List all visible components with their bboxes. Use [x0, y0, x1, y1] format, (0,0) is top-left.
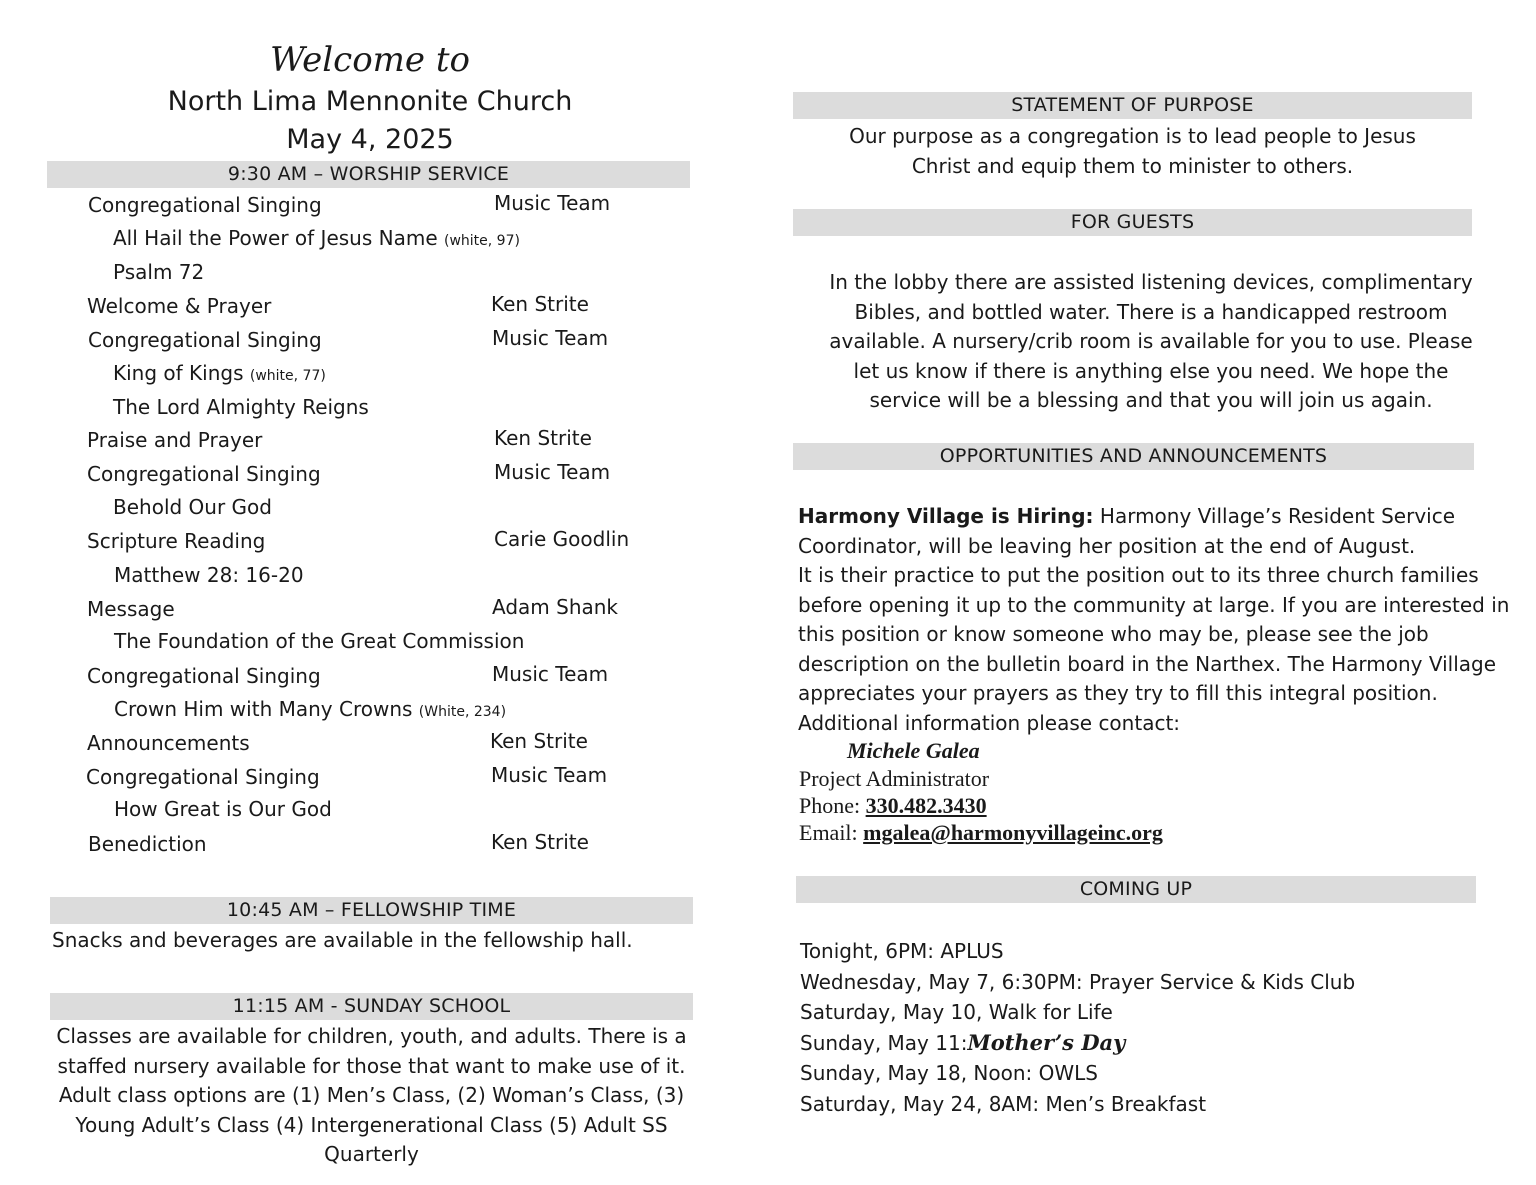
hymnal-reference: (white, 97)	[444, 233, 520, 249]
sermon-title: The Foundation of the Great Commission	[114, 629, 525, 653]
purpose-heading-band	[793, 92, 1472, 119]
event-script-text: Mother’s Day	[967, 1029, 1126, 1055]
contact-email-line	[799, 820, 1163, 846]
church-name: North Lima Mennonite Church	[167, 86, 573, 117]
text-fragment: Harmony Village’s Resident Service	[1093, 504, 1456, 528]
song-title	[113, 361, 326, 385]
worship-item-label: Praise and Prayer	[87, 428, 263, 452]
worship-item-label: Message	[87, 597, 175, 621]
text-line: Classes are available for children, youth, and adults. There is a	[56, 1024, 687, 1048]
guests-text	[800, 268, 1502, 416]
phone-link[interactable]: 330.482.3430	[865, 793, 987, 818]
worship-item-label: Benediction	[88, 832, 207, 856]
sunday-school-text	[50, 1022, 693, 1170]
phone-label: Phone:	[799, 793, 866, 818]
hymnal-reference: (White, 234)	[418, 704, 507, 720]
worship-heading-band	[47, 161, 690, 188]
contact-phone-line	[799, 793, 987, 819]
worship-item-leader: Ken Strite	[490, 729, 588, 753]
coming-up-heading: COMING UP	[1079, 878, 1193, 900]
worship-heading: 9:30 AM – WORSHIP SERVICE	[227, 163, 510, 185]
text-line: Quarterly	[324, 1142, 419, 1166]
text-line: description on the bulletin board in the Narthex. The Harmony Village	[798, 651, 1497, 676]
song-title-text: Crown Him with Many Crowns	[114, 697, 413, 721]
fellowship-heading-band	[50, 897, 693, 924]
text-line: In the lobby there are assisted listening devices, complimentary	[829, 270, 1473, 294]
text-line: Young Adult’s Class (4) Intergenerational Class (5) Adult SS	[75, 1112, 668, 1137]
scripture-reference: Matthew 28: 16-20	[114, 563, 304, 587]
announcement-title: Harmony Village is Hiring:	[798, 504, 1094, 528]
worship-item-leader: Music Team	[491, 763, 608, 787]
worship-item-leader: Music Team	[492, 662, 609, 686]
purpose-heading: STATEMENT OF PURPOSE	[1011, 94, 1254, 116]
worship-item-label: Congregational Singing	[87, 664, 321, 688]
text-line: It is their practice to put the position out to its three church families	[798, 563, 1479, 587]
worship-item-label: Welcome & Prayer	[87, 294, 272, 318]
fellowship-heading: 10:45 AM – FELLOWSHIP TIME	[226, 899, 517, 921]
opportunities-heading-band	[793, 443, 1474, 470]
song-title	[113, 226, 520, 250]
text-line: staffed nursery available for those that want to make use of it.	[57, 1053, 686, 1078]
text-line: this position or know someone who may be, please see the job	[798, 622, 1429, 646]
text-line: available. A nursery/crib room is available for you to use. Please	[829, 329, 1473, 353]
event-item: Tonight, 6PM: APLUS	[800, 939, 1004, 963]
worship-item-leader: Adam Shank	[492, 595, 619, 619]
purpose-text	[793, 122, 1472, 181]
text-line	[798, 502, 1518, 532]
sunday-school-heading: 11:15 AM - SUNDAY SCHOOL	[232, 995, 511, 1017]
worship-item-leader: Ken Strite	[491, 830, 589, 854]
worship-item-leader: Carie Goodlin	[494, 527, 630, 551]
contact-title: Project Administrator	[799, 766, 990, 791]
email-link[interactable]: mgalea@harmonyvillageinc.org	[863, 820, 1163, 845]
song-title: How Great is Our God	[114, 797, 332, 821]
fellowship-text: Snacks and beverages are available in the fellowship hall.	[52, 928, 633, 952]
worship-item-leader: Ken Strite	[494, 426, 592, 450]
worship-item-label: Congregational Singing	[86, 765, 320, 789]
worship-item-label: Announcements	[87, 731, 250, 755]
worship-item-label: Congregational Singing	[87, 462, 321, 486]
text-line: Coordinator, will be leaving her position at the end of August.	[798, 533, 1416, 558]
coming-up-list	[800, 936, 1500, 1119]
song-title: Behold Our God	[113, 495, 272, 519]
text-line: Bibles, and bottled water. There is a handicapped restroom	[854, 299, 1448, 324]
worship-item-leader: Music Team	[492, 326, 609, 350]
worship-item-leader: Music Team	[494, 191, 611, 215]
opportunities-heading: OPPORTUNITIES AND ANNOUNCEMENTS	[939, 445, 1328, 467]
opportunities-text	[798, 502, 1518, 738]
event-item: Wednesday, May 7, 6:30PM: Prayer Service & Kids Club	[800, 969, 1356, 994]
contact-name: Michele Galea	[847, 738, 980, 763]
song-title	[114, 697, 506, 721]
bulletin-date: May 4, 2025	[286, 124, 454, 155]
text-line: Our purpose as a congregation is to lead people to Jesus	[849, 124, 1416, 148]
event-item: Sunday, May 18, Noon: OWLS	[800, 1061, 1098, 1085]
text-line: service will be a blessing and that you will join us again.	[869, 388, 1433, 412]
text-line: appreciates your prayers as they try to fill this integral position.	[798, 681, 1438, 705]
welcome-script-heading: Welcome to	[270, 40, 470, 80]
song-title: Psalm 72	[113, 260, 205, 284]
event-item: Saturday, May 24, 8AM: Men’s Breakfast	[800, 1091, 1207, 1116]
text-line: before opening it up to the community at large. If you are interested in	[798, 592, 1510, 617]
event-item	[800, 1028, 1500, 1059]
worship-item-leader: Ken Strite	[491, 292, 589, 316]
song-title-text: All Hail the Power of Jesus Name	[113, 226, 438, 250]
event-text: Sunday, May 11:	[800, 1030, 968, 1055]
event-item: Saturday, May 10, Walk for Life	[800, 1000, 1113, 1024]
text-line: Adult class options are (1) Men’s Class, (2) Woman’s Class, (3)	[58, 1083, 685, 1107]
text-line: Additional information please contact:	[798, 710, 1181, 735]
song-title-text: King of Kings	[113, 361, 244, 385]
sunday-school-heading-band	[50, 993, 693, 1020]
worship-item-label: Congregational Singing	[88, 193, 322, 217]
worship-item-leader: Music Team	[494, 460, 611, 484]
guests-heading-band	[793, 209, 1472, 236]
guests-heading: FOR GUESTS	[1070, 211, 1195, 233]
hymnal-reference: (white, 77)	[249, 368, 326, 384]
song-title: The Lord Almighty Reigns	[113, 395, 369, 419]
coming-up-heading-band	[796, 876, 1476, 903]
text-line: Christ and equip them to minister to others.	[911, 153, 1354, 178]
worship-item-label: Congregational Singing	[88, 328, 322, 352]
email-label: Email:	[799, 820, 864, 845]
worship-item-label: Scripture Reading	[87, 529, 266, 553]
text-line: let us know if there is anything else you need. We hope the	[853, 358, 1449, 383]
